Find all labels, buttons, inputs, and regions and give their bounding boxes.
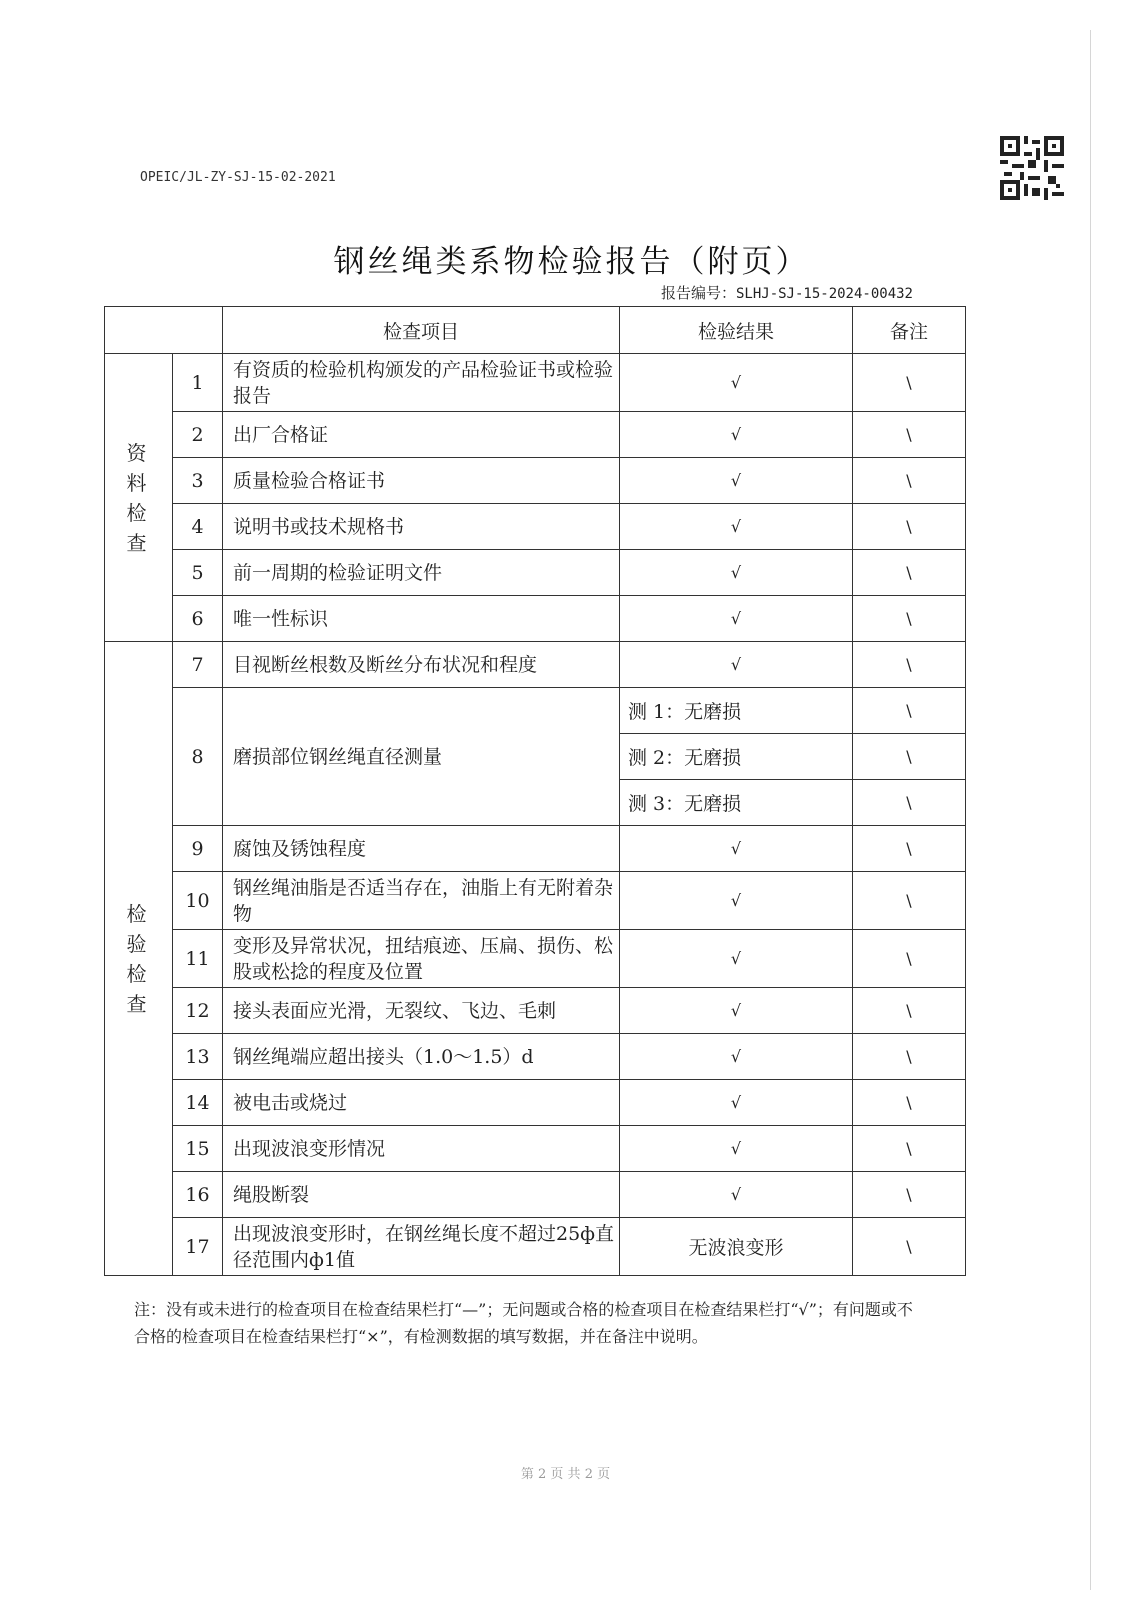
row-number: 3 bbox=[173, 458, 223, 504]
row-number: 5 bbox=[173, 550, 223, 596]
row-result: √ bbox=[620, 988, 853, 1034]
row-number: 17 bbox=[173, 1218, 223, 1276]
row-result: √ bbox=[620, 1172, 853, 1218]
row-note: \ bbox=[853, 354, 966, 412]
row-result: √ bbox=[620, 412, 853, 458]
row-result: √ bbox=[620, 1034, 853, 1080]
row-result: √ bbox=[620, 596, 853, 642]
row-note: \ bbox=[853, 734, 966, 780]
row-note: \ bbox=[853, 412, 966, 458]
row-number: 6 bbox=[173, 596, 223, 642]
row-number: 1 bbox=[173, 354, 223, 412]
table-header-row bbox=[105, 307, 966, 354]
table-row bbox=[105, 550, 966, 596]
report-title-main: 钢丝绳类系物检验报告 bbox=[333, 244, 674, 280]
row-note: \ bbox=[853, 1034, 966, 1080]
header-blank-cell bbox=[105, 307, 223, 354]
row-note: \ bbox=[853, 826, 966, 872]
report-number bbox=[661, 282, 913, 303]
row-note: \ bbox=[853, 930, 966, 988]
table-row bbox=[105, 688, 966, 734]
row-note: \ bbox=[853, 550, 966, 596]
row-result: √ bbox=[620, 930, 853, 988]
row-item: 被电击或烧过 bbox=[223, 1080, 620, 1126]
row-item: 有资质的检验机构颁发的产品检验证书或检验报告 bbox=[223, 354, 620, 412]
table-row bbox=[105, 988, 966, 1034]
row-note: \ bbox=[853, 596, 966, 642]
row-number: 8 bbox=[173, 688, 223, 826]
table-row bbox=[105, 1034, 966, 1080]
report-title bbox=[0, 236, 1131, 281]
report-number-value: SLHJ-SJ-15-2024-00432 bbox=[735, 286, 913, 302]
header-item: 检查项目 bbox=[223, 307, 620, 354]
document-code: OPEIC/JL-ZY-SJ-15-02-2021 bbox=[140, 170, 336, 185]
row-item: 出厂合格证 bbox=[223, 412, 620, 458]
row-result: √ bbox=[620, 504, 853, 550]
group-inspect-label: 检验检查 bbox=[126, 901, 151, 1016]
row-number: 14 bbox=[173, 1080, 223, 1126]
row-note: \ bbox=[853, 780, 966, 826]
row-item: 钢丝绳端应超出接头（1.0～1.5）d bbox=[223, 1034, 620, 1080]
table-row bbox=[105, 596, 966, 642]
row-number: 11 bbox=[173, 930, 223, 988]
row-item: 腐蚀及锈蚀程度 bbox=[223, 826, 620, 872]
report-number-label: 报告编号： bbox=[660, 284, 736, 302]
row-number: 10 bbox=[173, 872, 223, 930]
row-result: √ bbox=[620, 354, 853, 412]
row-number: 13 bbox=[173, 1034, 223, 1080]
row-number: 7 bbox=[173, 642, 223, 688]
table-row bbox=[105, 826, 966, 872]
row-item: 钢丝绳油脂是否适当存在，油脂上有无附着杂物 bbox=[223, 872, 620, 930]
row-result: √ bbox=[620, 642, 853, 688]
qr-code-icon bbox=[1000, 136, 1064, 200]
table-row bbox=[105, 1080, 966, 1126]
row-item: 唯一性标识 bbox=[223, 596, 620, 642]
row-item: 磨损部位钢丝绳直径测量 bbox=[223, 688, 620, 826]
header-result: 检验结果 bbox=[620, 307, 853, 354]
row-item: 接头表面应光滑，无裂纹、飞边、毛刺 bbox=[223, 988, 620, 1034]
row-note: \ bbox=[853, 1080, 966, 1126]
group-docs-label: 资料检查 bbox=[126, 440, 151, 555]
row-note: \ bbox=[853, 988, 966, 1034]
table-row bbox=[105, 1172, 966, 1218]
measurement-result: 测 1：无磨损 bbox=[620, 688, 853, 734]
row-item: 目视断丝根数及断丝分布状况和程度 bbox=[223, 642, 620, 688]
row-result: √ bbox=[620, 458, 853, 504]
row-item: 前一周期的检验证明文件 bbox=[223, 550, 620, 596]
row-result: √ bbox=[620, 826, 853, 872]
row-number: 2 bbox=[173, 412, 223, 458]
row-item: 说明书或技术规格书 bbox=[223, 504, 620, 550]
row-item: 质量检验合格证书 bbox=[223, 458, 620, 504]
table-footnote: 注：没有或未进行的检查项目在检查结果栏打“—”；无问题或合格的检查项目在检查结果栏打“√”；有问题或不合格的检查项目在检查结果栏打“×”，有检测数据的填写数据，并在备注中说明。 bbox=[134, 1300, 913, 1346]
row-number: 9 bbox=[173, 826, 223, 872]
measurement-result: 测 3：无磨损 bbox=[620, 780, 853, 826]
table-row bbox=[105, 1126, 966, 1172]
header-note: 备注 bbox=[853, 307, 966, 354]
row-note: \ bbox=[853, 1172, 966, 1218]
group-inspect-cell bbox=[105, 642, 173, 1276]
row-note: \ bbox=[853, 872, 966, 930]
table-row bbox=[105, 872, 966, 930]
table-row bbox=[105, 458, 966, 504]
row-number: 12 bbox=[173, 988, 223, 1034]
table-row bbox=[105, 412, 966, 458]
inspection-table bbox=[104, 306, 966, 1276]
row-item: 绳股断裂 bbox=[223, 1172, 620, 1218]
table-row bbox=[105, 930, 966, 988]
row-number: 15 bbox=[173, 1126, 223, 1172]
row-item: 出现波浪变形时，在钢丝绳长度不超过25ф直径范围内ф1值 bbox=[223, 1218, 620, 1276]
row-number: 4 bbox=[173, 504, 223, 550]
row-result: √ bbox=[620, 1126, 853, 1172]
table-row bbox=[105, 504, 966, 550]
page-number: 第 2 页 共 2 页 bbox=[520, 1467, 611, 1482]
row-result: √ bbox=[620, 872, 853, 930]
table-row bbox=[105, 642, 966, 688]
row-result: 无波浪变形 bbox=[620, 1218, 853, 1276]
report-title-suffix: （附页） bbox=[673, 244, 810, 280]
row-note: \ bbox=[853, 458, 966, 504]
row-note: \ bbox=[853, 642, 966, 688]
row-result: √ bbox=[620, 1080, 853, 1126]
row-note: \ bbox=[853, 1218, 966, 1276]
table-row bbox=[105, 1218, 966, 1276]
group-docs-cell bbox=[105, 354, 173, 642]
row-result: √ bbox=[620, 550, 853, 596]
row-note: \ bbox=[853, 1126, 966, 1172]
row-note: \ bbox=[853, 688, 966, 734]
row-item: 出现波浪变形情况 bbox=[223, 1126, 620, 1172]
row-item: 变形及异常状况，扭结痕迹、压扁、损伤、松股或松捻的程度及位置 bbox=[223, 930, 620, 988]
table-row bbox=[105, 354, 966, 412]
row-note: \ bbox=[853, 504, 966, 550]
row-number: 16 bbox=[173, 1172, 223, 1218]
measurement-result: 测 2：无磨损 bbox=[620, 734, 853, 780]
